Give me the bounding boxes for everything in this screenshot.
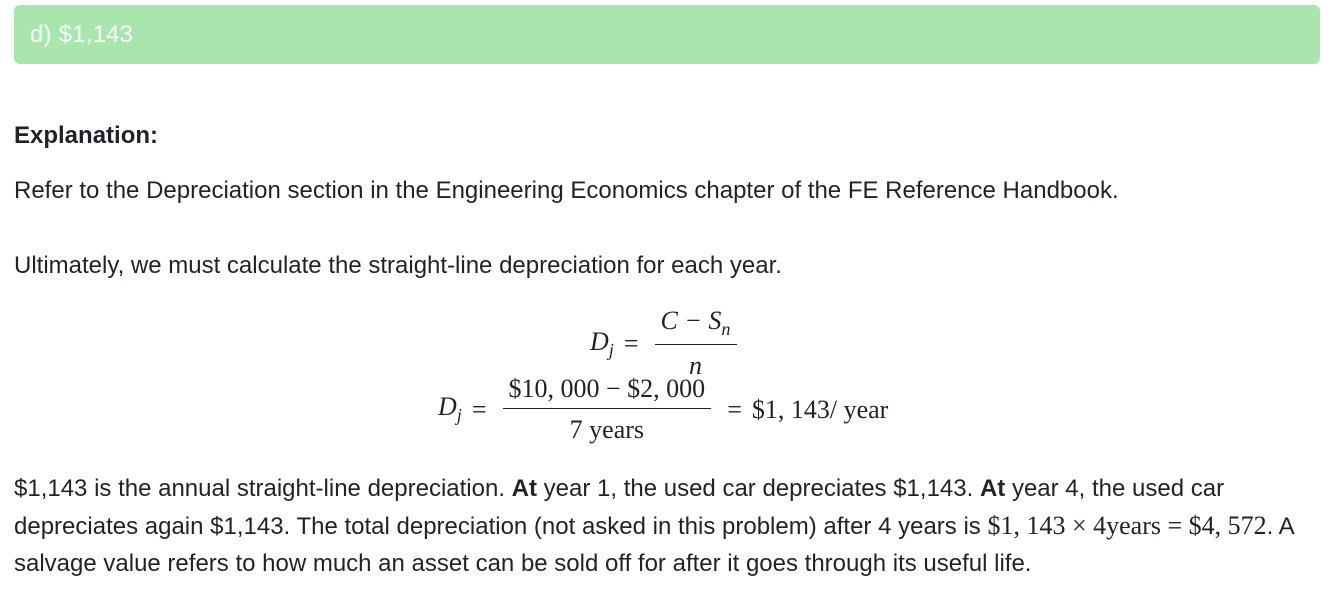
explanation-paragraph-reference: Refer to the Depreciation section in the Engineering Economics chapter of the FE Reference Handbook. (14, 177, 1119, 204)
formula1-fraction (655, 306, 737, 381)
conclusion-bold-2: At (979, 475, 1006, 502)
conclusion-paragraph (14, 470, 1314, 582)
formula2-result: $1, 143/ year (751, 394, 889, 424)
conclusion-text-2: year 1, the used car depreciates $1,143. (537, 475, 980, 502)
answer-option-d (14, 5, 1320, 64)
formula1-equals: = (623, 328, 639, 358)
formula2-equals: = (471, 394, 487, 424)
formula2-fraction (503, 374, 712, 445)
formula-applied (438, 374, 888, 445)
conclusion-text-3: year 4, the used car depreciates again $1,143. The total depreciation (not asked in this problem) after 4 years is (14, 475, 1225, 540)
conclusion-bold-1: At (511, 475, 537, 502)
explanation-paragraph-intro: Ultimately, we must calculate the straight-line depreciation for each year. (14, 252, 782, 279)
conclusion-inline-math: $1, 143 × 4years = $4, 572 (987, 511, 1267, 540)
formula1-lhs: $D_j$ (590, 326, 614, 360)
explanation-heading: Explanation: (14, 122, 159, 149)
conclusion-text-4: . A salvage value refers to how much an asset can be sold off for after it goes through its useful life. (14, 513, 1294, 577)
formula2-lhs: $D_j$ (438, 392, 462, 426)
formula-general (590, 306, 743, 381)
answer-label: d) $1,143 (30, 20, 134, 48)
formula2-numerator: $10, 000 − $2, 000 (503, 374, 712, 409)
formula2-denominator: 7 years (569, 415, 645, 444)
formula1-numerator: $C - S_n$ (655, 306, 737, 345)
formula1-denominator: n (689, 351, 702, 381)
formula2-equals-result: = (727, 394, 742, 424)
conclusion-text-1: $1,143 is the annual straight-line depreciation. (14, 475, 512, 502)
